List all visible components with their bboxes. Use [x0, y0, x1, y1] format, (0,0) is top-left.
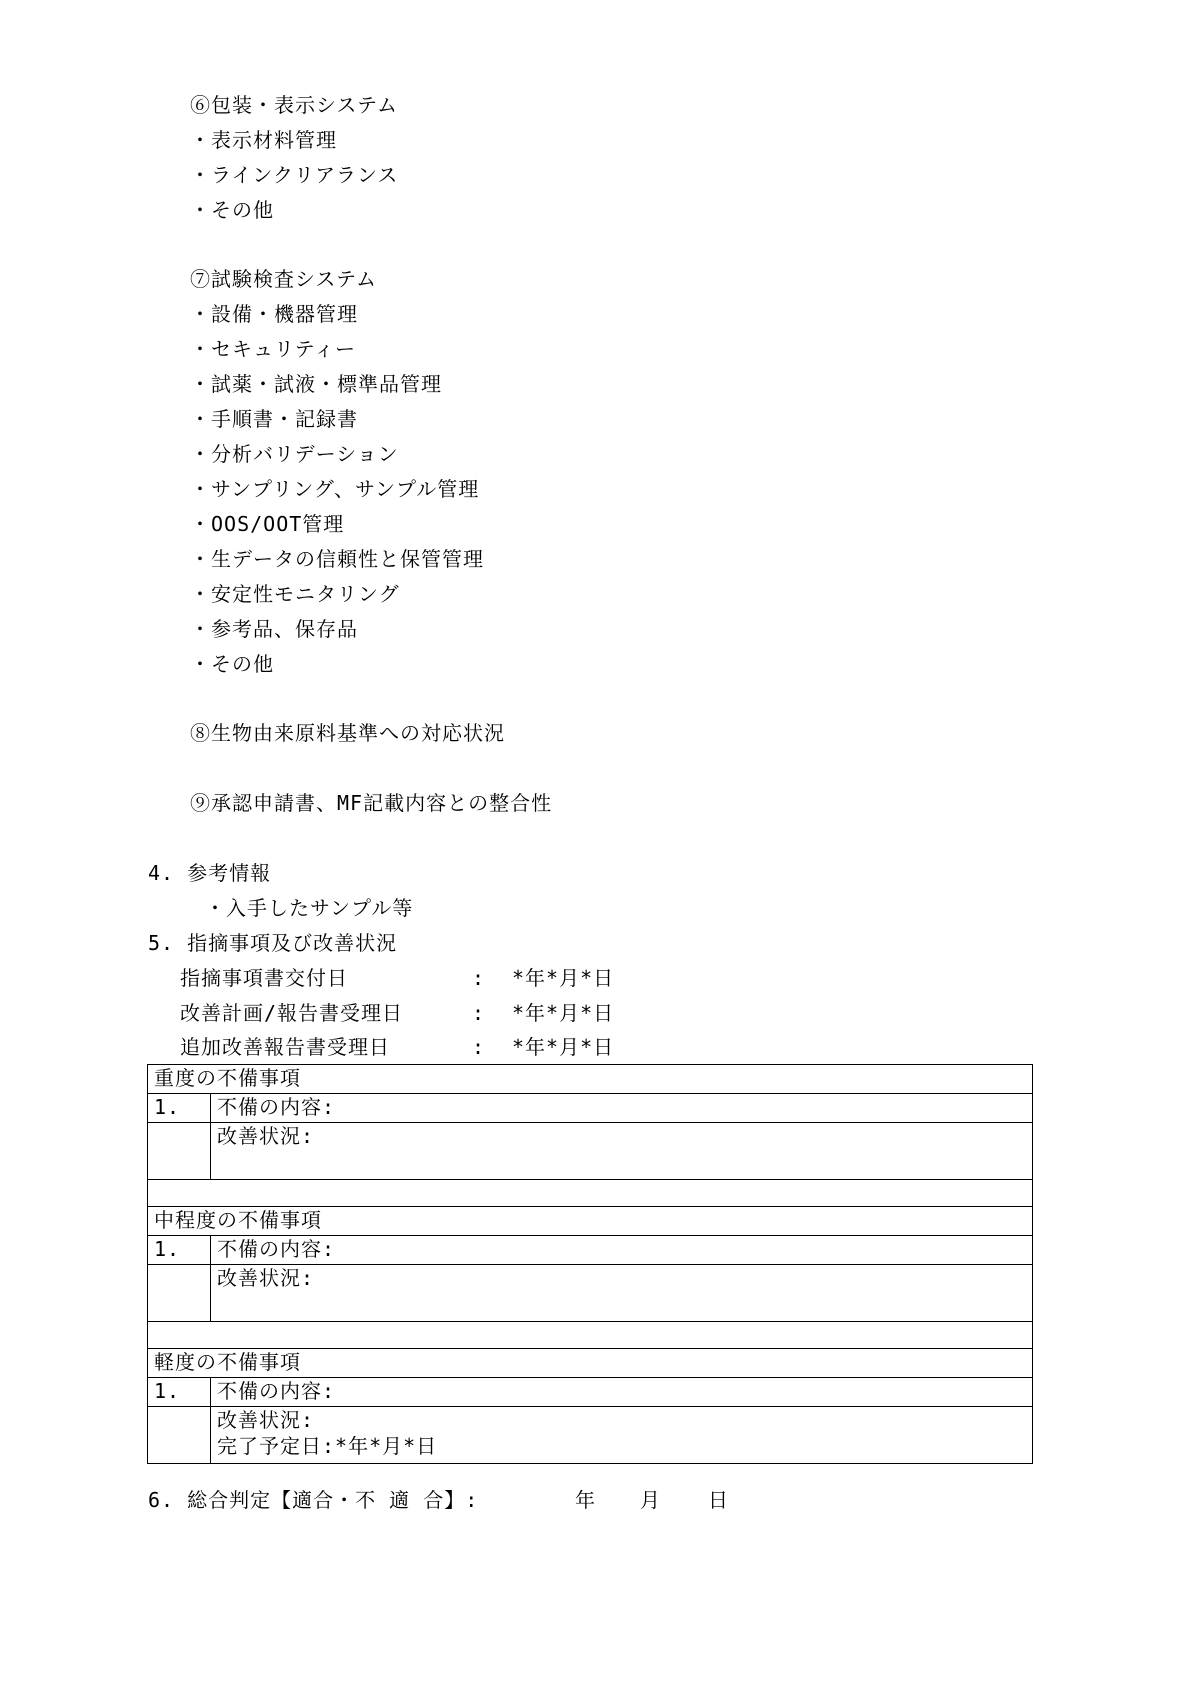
findings-row-label: 改善計画/報告書受理日 — [180, 1001, 404, 1025]
minor-title: 軽度の不備事項 — [148, 1349, 1033, 1378]
findings-row-label: 指摘事項書交付日 — [180, 966, 348, 990]
critical-item-content: 不備の内容: — [211, 1094, 1033, 1123]
critical-item-blank — [148, 1123, 211, 1180]
reference-item: ・入手したサンプル等 — [205, 896, 414, 920]
findings-row-date: *年*月*日 — [512, 1035, 615, 1059]
section-7-item: ・参考品、保存品 — [190, 617, 358, 641]
moderate-item-status: 改善状況: — [211, 1265, 1033, 1322]
moderate-item-content: 不備の内容: — [211, 1236, 1033, 1265]
findings-row-sep: : — [472, 966, 486, 990]
section-7-item: ・設備・機器管理 — [190, 302, 358, 326]
section-7-item: ・分析バリデーション — [190, 442, 399, 466]
findings-heading: 5. 指摘事項及び改善状況 — [148, 931, 398, 955]
moderate-item-blank — [148, 1265, 211, 1322]
section-7-item: ・手順書・記録書 — [190, 407, 358, 431]
critical-item-status: 改善状況: — [211, 1123, 1033, 1180]
section-7-heading: ⑦試験検査システム — [190, 267, 377, 291]
moderate-title: 中程度の不備事項 — [148, 1207, 1033, 1236]
minor-item-status: 改善状況: — [217, 1408, 315, 1432]
critical-title: 重度の不備事項 — [148, 1065, 1033, 1094]
minor-item-number: 1. — [148, 1378, 211, 1407]
moderate-item-number: 1. — [148, 1236, 211, 1265]
section-6-item: ・その他 — [190, 198, 274, 222]
findings-row-date: *年*月*日 — [512, 1001, 615, 1025]
table-spacer-row — [148, 1322, 1033, 1349]
minor-item-blank — [148, 1407, 211, 1464]
section-7-item: ・セキュリティー — [190, 337, 356, 361]
findings-row-sep: : — [472, 1001, 486, 1025]
critical-item-number: 1. — [148, 1094, 211, 1123]
section-7-item: ・その他 — [190, 652, 274, 676]
section-7-item: ・OOS/OOT管理 — [190, 512, 345, 536]
judgement-month: 月 — [640, 1488, 661, 1512]
section-6-item: ・ラインクリアランス — [190, 163, 399, 187]
section-6-item: ・表示材料管理 — [190, 128, 337, 152]
judgement-year: 年 — [575, 1488, 596, 1512]
minor-item-content: 不備の内容: — [211, 1378, 1033, 1407]
findings-row-sep: : — [472, 1035, 486, 1059]
deficiency-table — [147, 1064, 1033, 1464]
section-8-heading: ⑧生物由来原料基準への対応状況 — [190, 721, 505, 745]
findings-row-label: 追加改善報告書受理日 — [180, 1035, 390, 1059]
section-7-item: ・サンプリング、サンプル管理 — [190, 477, 480, 501]
table-spacer-row — [148, 1180, 1033, 1207]
judgement-day: 日 — [708, 1488, 729, 1512]
section-6-heading: ⑥包装・表示システム — [190, 93, 398, 117]
findings-row-date: *年*月*日 — [512, 966, 615, 990]
section-7-item: ・安定性モニタリング — [190, 582, 400, 606]
minor-item-status-cell — [211, 1407, 1033, 1464]
reference-heading: 4. 参考情報 — [148, 861, 272, 885]
section-9-heading: ⑨承認申請書、MF記載内容との整合性 — [190, 791, 553, 815]
section-7-item: ・試薬・試液・標準品管理 — [190, 372, 442, 396]
judgement-label: 6. 総合判定【適合・不 適 合】: — [148, 1488, 479, 1512]
section-7-item: ・生データの信頼性と保管管理 — [190, 547, 484, 571]
minor-item-due-date: 完了予定日:*年*月*日 — [217, 1434, 438, 1458]
